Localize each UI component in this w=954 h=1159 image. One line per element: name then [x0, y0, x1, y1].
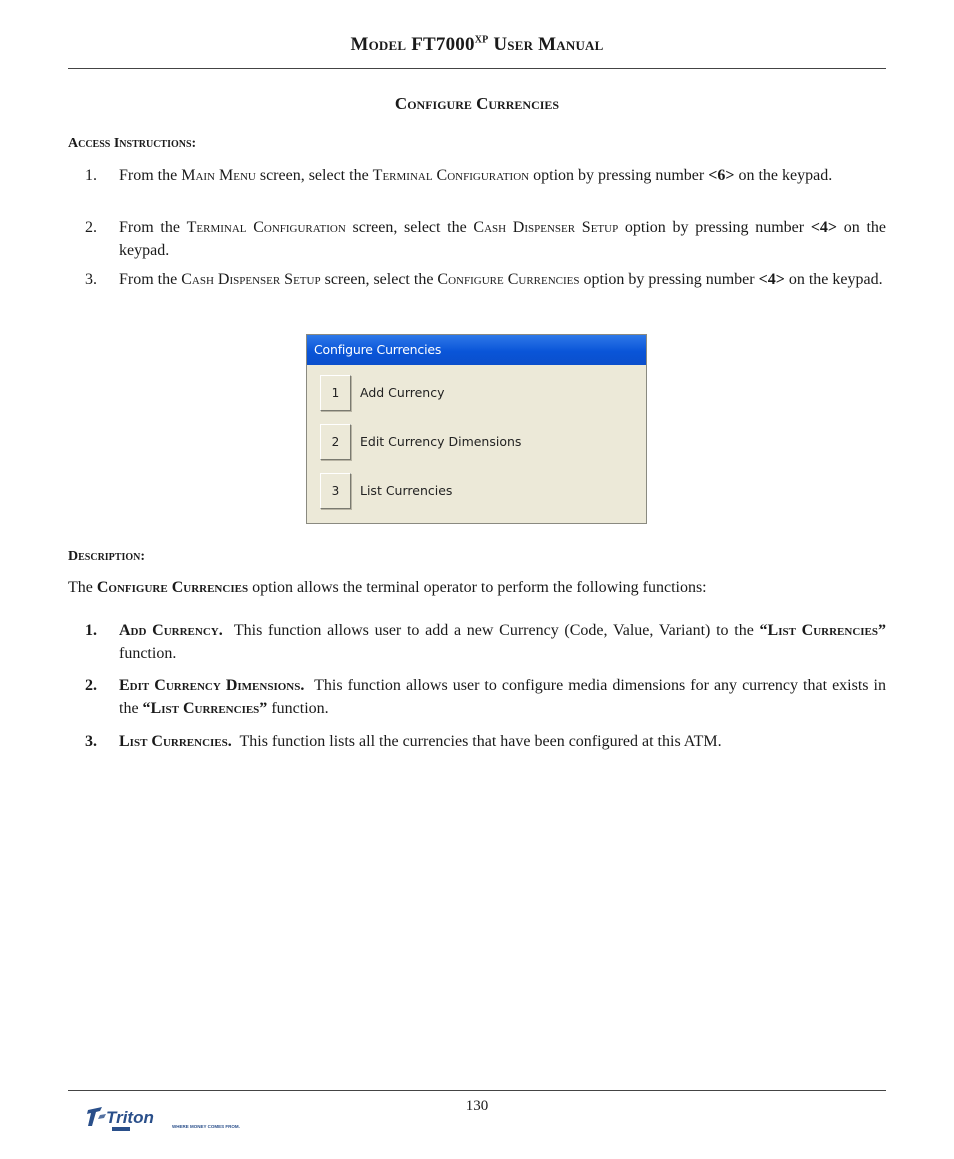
section-title: Configure Currencies [394, 94, 560, 113]
keypad-button-1[interactable]: 1 [320, 375, 351, 411]
window-title: Configure Currencies [307, 335, 646, 365]
page-number: 130 [465, 1098, 489, 1114]
manual-header-title: Model $FT7000^{XP}$ User Manual [350, 34, 604, 55]
menu-item-label: List Currencies [360, 483, 453, 498]
menu-item-label: Edit Currency Dimensions [360, 434, 522, 449]
description-heading: Description: [68, 549, 146, 564]
header-rule [68, 68, 886, 69]
logo-brand: Triton [106, 1108, 154, 1127]
keypad-button-3[interactable]: 3 [320, 473, 351, 509]
logo-tagline: WHERE MONEY COMES FROM. [172, 1124, 240, 1129]
keypad-button-2[interactable]: 2 [320, 424, 351, 460]
configure-currencies-screenshot [306, 334, 647, 524]
triton-logo [86, 1104, 256, 1134]
access-instructions-heading: Access Instructions: [68, 136, 197, 151]
menu-item-label: Add Currency [360, 385, 445, 400]
description-text: The Configure Currencies option allows the terminal operator to perform the following functions: [68, 579, 707, 596]
footer-rule [68, 1090, 886, 1091]
